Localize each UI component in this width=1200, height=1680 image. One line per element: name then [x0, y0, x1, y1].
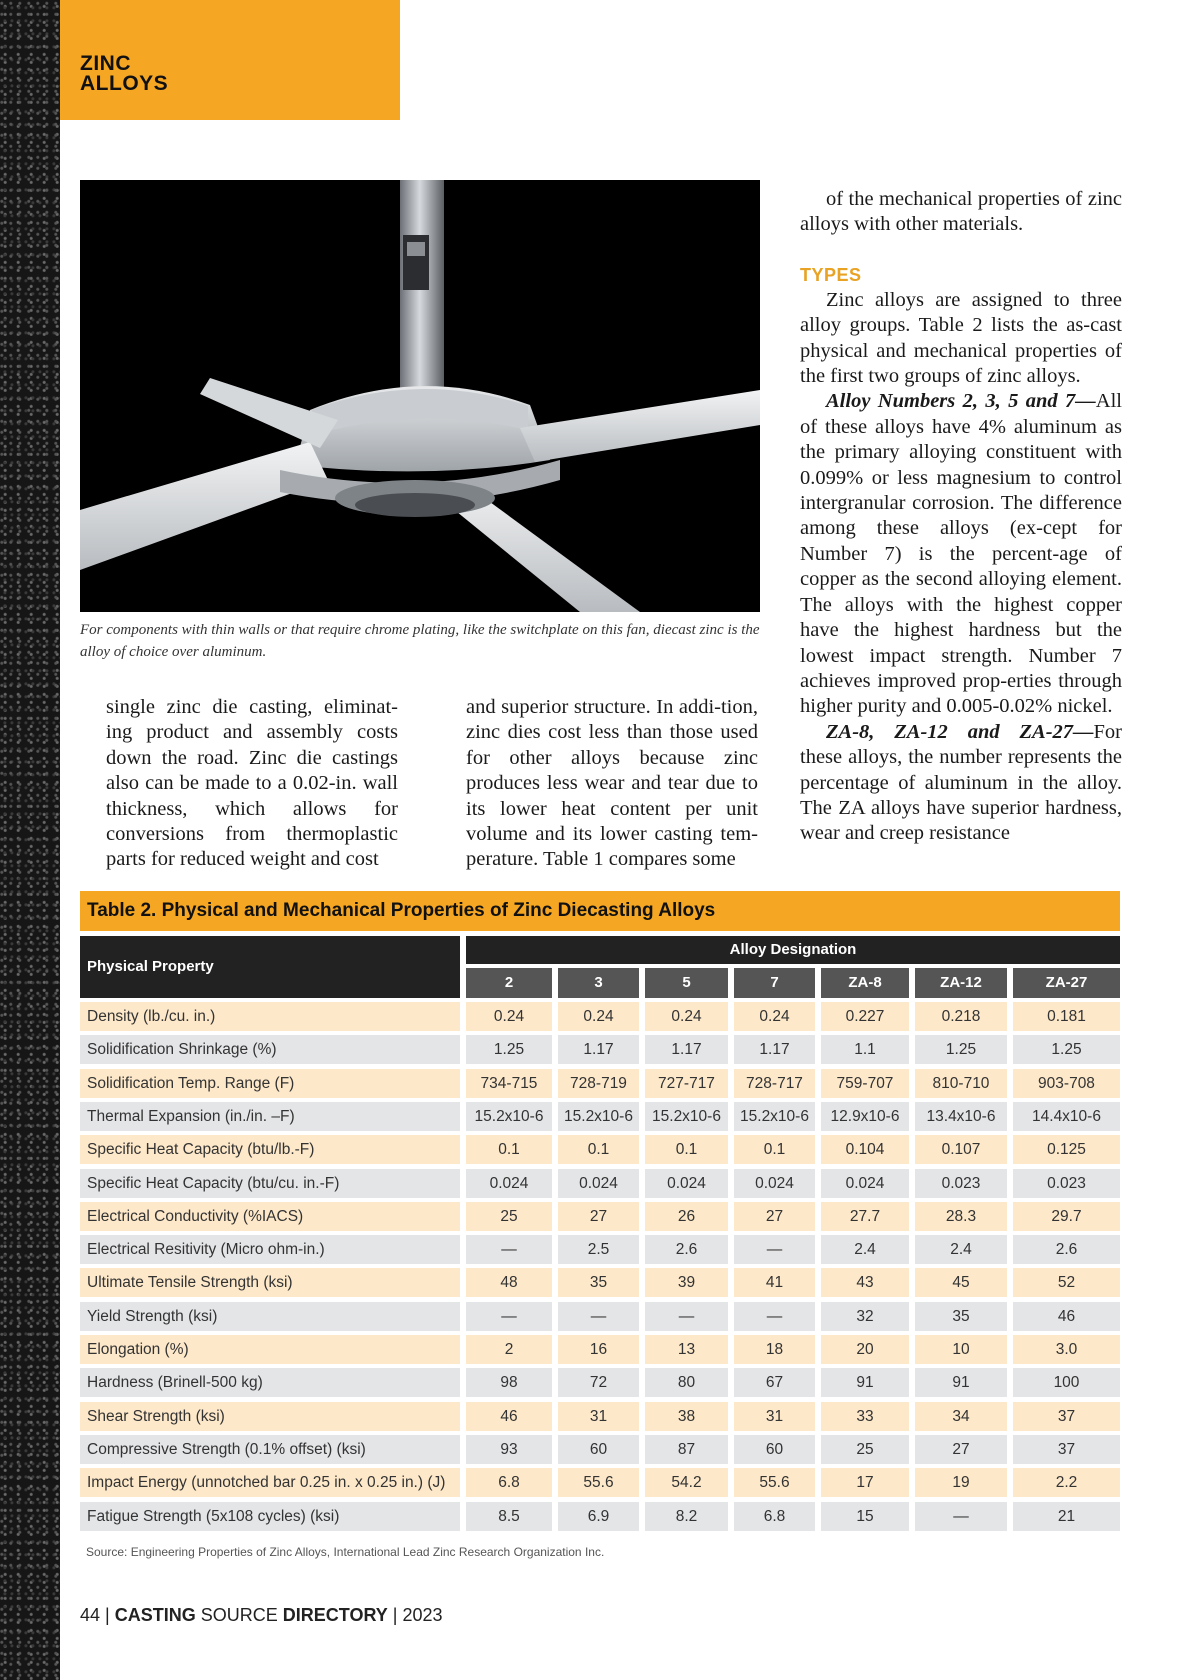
- footer-year: 2023: [402, 1605, 443, 1625]
- table-cell: 13.4x10-6: [915, 1102, 1007, 1131]
- table-cell: 728-717: [734, 1069, 815, 1098]
- table-cell: 0.125: [1013, 1135, 1120, 1164]
- table-cell: 48: [466, 1268, 552, 1297]
- alloy-numbers-paragraph: [800, 389, 1122, 719]
- table-cell: 46: [1013, 1302, 1120, 1331]
- table-cell: 14.4x10-6: [1013, 1102, 1120, 1131]
- table-cell: —: [734, 1302, 815, 1331]
- footer-separator-2: |: [392, 1605, 398, 1625]
- table-cell: 13: [645, 1335, 728, 1364]
- table-cell: 2: [466, 1335, 552, 1364]
- table-cell: 16: [558, 1335, 639, 1364]
- body-col2-text: and superior structure. In addi-tion, zinc dies cost less than those used for other alloys because zinc produces less wear and tear due to its lower heat content per unit volume and its lower casting tem-perature. Table 1 compares some: [466, 696, 758, 871]
- image-caption: For components with thin walls or that require chrome plating, like the switchplate on this fan, diecast zinc is the alloy of choice over aluminum.: [80, 622, 760, 660]
- table-cell: 35: [915, 1302, 1007, 1331]
- table-cell: 28.3: [915, 1202, 1007, 1231]
- table-cell: 37: [1013, 1435, 1120, 1464]
- table-row: [80, 1102, 1120, 1131]
- property-label: Thermal Expansion (in./in. –F): [80, 1102, 460, 1131]
- za-subhead: ZA-8, ZA-12 and ZA-27—: [826, 720, 1094, 743]
- fan-photo: [80, 180, 760, 612]
- table-cell: 759-707: [821, 1069, 909, 1098]
- table-cell: 60: [558, 1435, 639, 1464]
- table-cell: 0.023: [1013, 1169, 1120, 1198]
- table-title: Table 2. Physical and Mechanical Properties of Zinc Diecasting Alloys: [87, 900, 716, 921]
- table-cell: 54.2: [645, 1468, 728, 1497]
- table-cell: 21: [1013, 1502, 1120, 1531]
- page-footer: [80, 1605, 443, 1626]
- property-label: Ultimate Tensile Strength (ksi): [80, 1268, 460, 1297]
- table-cell: —: [466, 1302, 552, 1331]
- table-cell: 0.107: [915, 1135, 1007, 1164]
- za-text: For these alloys, the number represents the percentage of aluminum in the alloy. The ZA alloys have superior hardness, wear and creep resistance: [800, 720, 1122, 845]
- za-paragraph: [800, 720, 1122, 847]
- property-label: Solidification Shrinkage (%): [80, 1035, 460, 1064]
- alloy-numbers-subhead: Alloy Numbers 2, 3, 5 and 7—: [826, 390, 1096, 413]
- table-cell: 18: [734, 1335, 815, 1364]
- table-cell: —: [734, 1235, 815, 1264]
- table-cell: 0.024: [645, 1169, 728, 1198]
- table-cell: 45: [915, 1268, 1007, 1297]
- alloy-header-2: 2: [466, 968, 552, 998]
- property-label: Specific Heat Capacity (btu/lb.-F): [80, 1135, 460, 1164]
- table-cell: 2.6: [645, 1235, 728, 1264]
- property-label: Solidification Temp. Range (F): [80, 1069, 460, 1098]
- table-cell: 2.2: [1013, 1468, 1120, 1497]
- table-cell: 26: [645, 1202, 728, 1231]
- table-cell: 10: [915, 1335, 1007, 1364]
- table-cell: —: [466, 1235, 552, 1264]
- table-cell: 0.1: [466, 1135, 552, 1164]
- alloy-header-za-8: ZA-8: [821, 968, 909, 998]
- property-label: Shear Strength (ksi): [80, 1402, 460, 1431]
- table-cell: 35: [558, 1268, 639, 1297]
- property-label: Impact Energy (unnotched bar 0.25 in. x 0.25 in.) (J): [80, 1468, 460, 1497]
- table-cell: —: [558, 1302, 639, 1331]
- table-cell: 31: [558, 1402, 639, 1431]
- table-cell: 0.1: [558, 1135, 639, 1164]
- table-cell: 3.0: [1013, 1335, 1120, 1364]
- table-cell: —: [915, 1502, 1007, 1531]
- table-cell: 27: [915, 1435, 1007, 1464]
- footer-brand-casting: CASTING: [114, 1605, 196, 1625]
- table-cell: 15.2x10-6: [734, 1102, 815, 1131]
- table-cell: 1.25: [1013, 1035, 1120, 1064]
- table-cell: 2.6: [1013, 1235, 1120, 1264]
- table-cell: 1.25: [466, 1035, 552, 1064]
- table-cell: 2.4: [915, 1235, 1007, 1264]
- table-row: [80, 1035, 1120, 1064]
- footer-brand-directory: DIRECTORY: [282, 1605, 388, 1625]
- table-cell: 15: [821, 1502, 909, 1531]
- table-cell: 12.9x10-6: [821, 1102, 909, 1131]
- property-label: Electrical Conductivity (%IACS): [80, 1202, 460, 1231]
- table-cell: 0.1: [645, 1135, 728, 1164]
- table-cell: 31: [734, 1402, 815, 1431]
- table-cell: 17: [821, 1468, 909, 1497]
- table-cell: 0.227: [821, 1002, 909, 1031]
- table-cell: 0.24: [645, 1002, 728, 1031]
- ceiling-fan-illustration: [80, 180, 760, 612]
- table-cell: 728-719: [558, 1069, 639, 1098]
- table-row: [80, 1435, 1120, 1464]
- table-cell: 15.2x10-6: [466, 1102, 552, 1131]
- table-row: [80, 1135, 1120, 1164]
- left-edge-texture: [0, 0, 60, 1680]
- property-column-header: Physical Property: [80, 936, 460, 998]
- table-row: [80, 1235, 1120, 1264]
- table-cell: 903-708: [1013, 1069, 1120, 1098]
- table-cell: 8.2: [645, 1502, 728, 1531]
- property-label: Electrical Resitivity (Micro ohm-in.): [80, 1235, 460, 1264]
- types-paragraph: Zinc alloys are assigned to three alloy groups. Table 2 lists the as-cast physical and mechanical properties of the first two groups of zinc alloys.: [800, 288, 1122, 388]
- table-cell: 25: [821, 1435, 909, 1464]
- table-cell: 0.24: [734, 1002, 815, 1031]
- table-row: [80, 1335, 1120, 1364]
- table-source-note: Source: Engineering Properties of Zinc Alloys, International Lead Zinc Research Organization Inc.: [86, 1545, 605, 1559]
- page-number: 44: [80, 1605, 101, 1625]
- table-cell: 0.024: [466, 1169, 552, 1198]
- table-row: [80, 1368, 1120, 1397]
- table-cell: 27: [734, 1202, 815, 1231]
- table-cell: 0.024: [558, 1169, 639, 1198]
- property-label: Hardness (Brinell-500 kg): [80, 1368, 460, 1397]
- table-cell: 1.25: [915, 1035, 1007, 1064]
- property-label: Specific Heat Capacity (btu/cu. in.-F): [80, 1169, 460, 1198]
- table-cell: 20: [821, 1335, 909, 1364]
- table-cell: 1.17: [734, 1035, 815, 1064]
- table-cell: 0.24: [466, 1002, 552, 1031]
- table-cell: 0.24: [558, 1002, 639, 1031]
- table-cell: 55.6: [558, 1468, 639, 1497]
- alloy-header-za-12: ZA-12: [915, 968, 1007, 998]
- property-label: Density (lb./cu. in.): [80, 1002, 460, 1031]
- table-cell: 37: [1013, 1402, 1120, 1431]
- table-cell: 6.9: [558, 1502, 639, 1531]
- table-cell: 32: [821, 1302, 909, 1331]
- alloy-header-7: 7: [734, 968, 815, 998]
- table-row: [80, 1069, 1120, 1098]
- table-cell: 46: [466, 1402, 552, 1431]
- alloy-header-3: 3: [558, 968, 639, 998]
- table-cell: 87: [645, 1435, 728, 1464]
- body-col3-intro: of the mechanical properties of zinc alloys with other materials.: [800, 188, 1122, 236]
- table-cell: 33: [821, 1402, 909, 1431]
- table-row: [80, 1468, 1120, 1497]
- table-row: [80, 1202, 1120, 1231]
- table-row: [80, 1002, 1120, 1031]
- table-cell: 0.024: [734, 1169, 815, 1198]
- table-row: [80, 1268, 1120, 1297]
- table-cell: —: [645, 1302, 728, 1331]
- table-cell: 98: [466, 1368, 552, 1397]
- table-row: [80, 1302, 1120, 1331]
- alloy-numbers-text: All of these alloys have 4% aluminum as the primary alloying constituent with 0.099% or less magnesium to control intergranular corrosion. The difference among these alloys (ex-cept for Number 7) is the percent-age of copper as the second alloying element. The alloys with the highest copper have the highest hardness but the lowest impact strength. Number 7 achieves improved prop-erties through higher purity and 0.005-0.02% nickel.: [800, 390, 1122, 718]
- types-heading: TYPES: [800, 264, 862, 285]
- table-row: [80, 1169, 1120, 1198]
- table-cell: 734-715: [466, 1069, 552, 1098]
- body-column-1: [106, 695, 398, 873]
- table-cell: 100: [1013, 1368, 1120, 1397]
- table-cell: 67: [734, 1368, 815, 1397]
- table-cell: 0.1: [734, 1135, 815, 1164]
- property-label: Fatigue Strength (5x108 cycles) (ksi): [80, 1502, 460, 1531]
- table-cell: 93: [466, 1435, 552, 1464]
- table-cell: 80: [645, 1368, 728, 1397]
- table-cell: 27.7: [821, 1202, 909, 1231]
- table-cell: 727-717: [645, 1069, 728, 1098]
- section-tab-label: ZINC ALLOYS: [80, 52, 169, 95]
- table-cell: 15.2x10-6: [558, 1102, 639, 1131]
- table-cell: 1.17: [645, 1035, 728, 1064]
- table-cell: 25: [466, 1202, 552, 1231]
- table-cell: 8.5: [466, 1502, 552, 1531]
- alloy-designation-header: Alloy Designation: [466, 936, 1120, 964]
- table-cell: 43: [821, 1268, 909, 1297]
- table-title-bar: [80, 891, 1120, 931]
- table-cell: 55.6: [734, 1468, 815, 1497]
- table-cell: 1.1: [821, 1035, 909, 1064]
- footer-brand-source: SOURCE: [200, 1605, 278, 1625]
- table-cell: 0.181: [1013, 1002, 1120, 1031]
- table-cell: 34: [915, 1402, 1007, 1431]
- footer-separator: |: [105, 1605, 110, 1625]
- body-col1-text: single zinc die casting, eliminat-ing product and assembly costs down the road. Zinc die castings also can be made to a 0.02-in. wall thickness, which allows for conversions from thermoplastic parts for reduced weight and cost: [106, 696, 398, 871]
- table-cell: 38: [645, 1402, 728, 1431]
- table-cell: 91: [915, 1368, 1007, 1397]
- property-label: Yield Strength (ksi): [80, 1302, 460, 1331]
- table-cell: 29.7: [1013, 1202, 1120, 1231]
- body-column-2: [466, 695, 758, 873]
- table-cell: 810-710: [915, 1069, 1007, 1098]
- table-cell: 52: [1013, 1268, 1120, 1297]
- table-row: [80, 1502, 1120, 1531]
- section-tab: [60, 0, 400, 120]
- table-cell: 27: [558, 1202, 639, 1231]
- table-cell: 6.8: [466, 1468, 552, 1497]
- alloy-header-5: 5: [645, 968, 728, 998]
- table-cell: 41: [734, 1268, 815, 1297]
- body-column-3: [800, 187, 1122, 847]
- alloy-header-za-27: ZA-27: [1013, 968, 1120, 998]
- table-cell: 19: [915, 1468, 1007, 1497]
- table-cell: 6.8: [734, 1502, 815, 1531]
- table-cell: 15.2x10-6: [645, 1102, 728, 1131]
- table-cell: 39: [645, 1268, 728, 1297]
- table-cell: 0.218: [915, 1002, 1007, 1031]
- table-cell: 60: [734, 1435, 815, 1464]
- table-cell: 72: [558, 1368, 639, 1397]
- alloy-header-row: [466, 968, 1120, 998]
- property-label: Elongation (%): [80, 1335, 460, 1364]
- table-cell: 0.104: [821, 1135, 909, 1164]
- table-cell: 2.5: [558, 1235, 639, 1264]
- table-cell: 0.024: [821, 1169, 909, 1198]
- table-cell: 2.4: [821, 1235, 909, 1264]
- table-row: [80, 1402, 1120, 1431]
- table-cell: 91: [821, 1368, 909, 1397]
- table-cell: 1.17: [558, 1035, 639, 1064]
- property-label: Compressive Strength (0.1% offset) (ksi): [80, 1435, 460, 1464]
- table-cell: 0.023: [915, 1169, 1007, 1198]
